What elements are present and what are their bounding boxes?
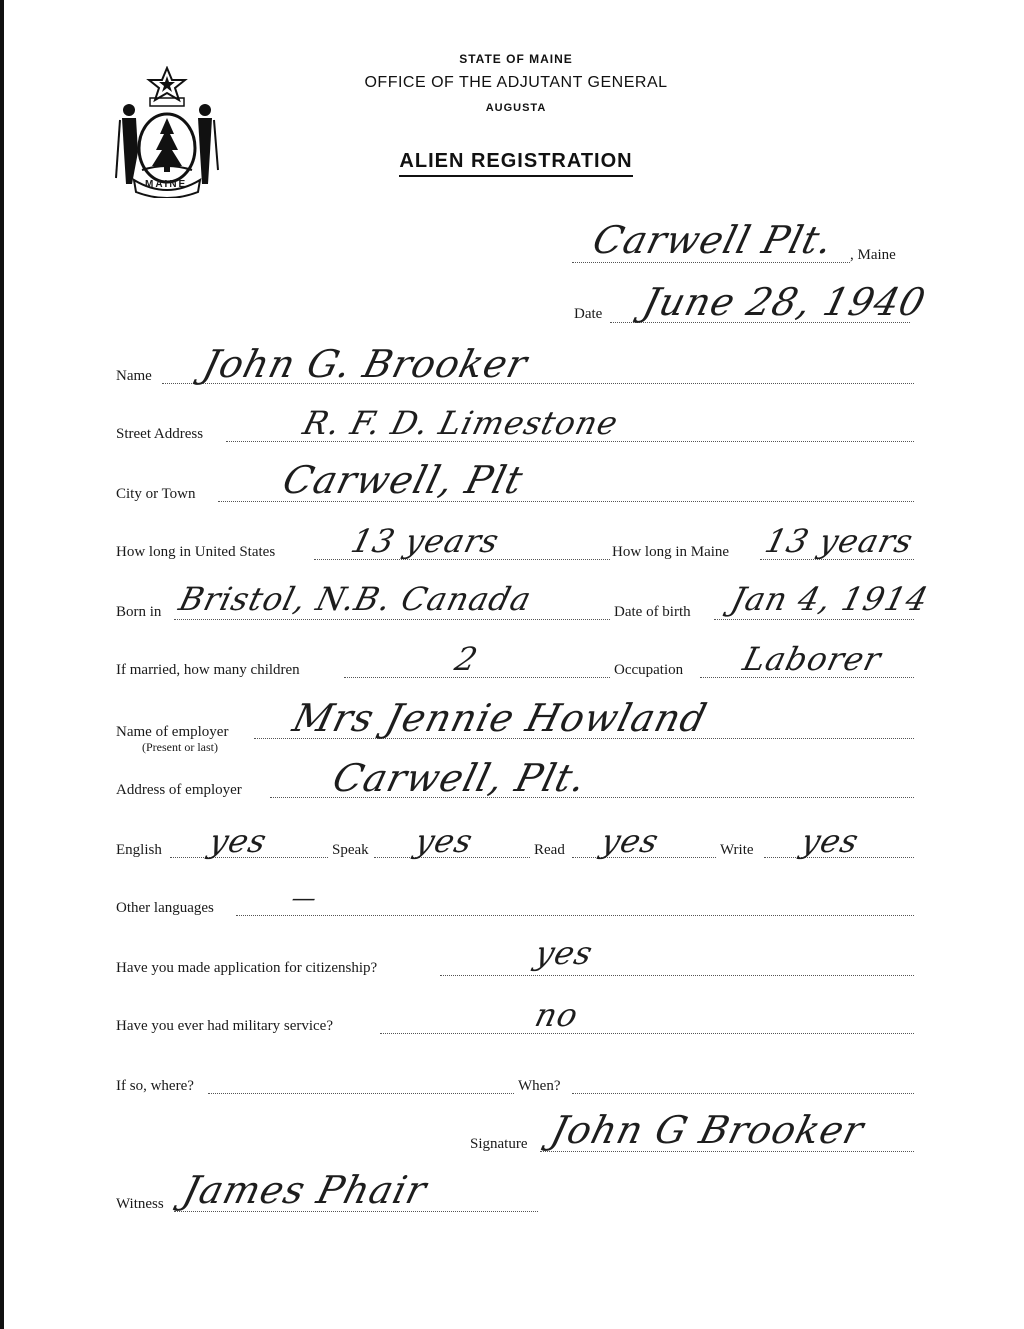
employer-address-label: Address of employer	[116, 782, 242, 798]
write-value[interactable]: yes	[797, 822, 864, 860]
maine-time-label: How long in Maine	[612, 544, 730, 560]
read-label: Read	[534, 842, 565, 858]
street-value[interactable]: R. F. D. Limestone	[299, 404, 623, 442]
when-line	[572, 1093, 914, 1094]
header-city: AUGUSTA	[485, 102, 547, 114]
employer-value[interactable]: Mrs Jennie Howland	[288, 696, 712, 740]
citizenship-value[interactable]: yes	[531, 934, 598, 972]
where-line	[208, 1093, 514, 1094]
city-label: City or Town	[116, 486, 196, 502]
seal-scroll-text: MAINE	[145, 179, 188, 190]
when-label: When?	[518, 1078, 561, 1094]
us-time-value[interactable]: 13 years	[347, 522, 504, 560]
us-time-label: How long in United States	[116, 544, 276, 560]
born-line	[174, 619, 610, 620]
where-label: If so, where?	[116, 1078, 194, 1094]
military-label: Have you ever had military service?	[116, 1018, 333, 1034]
children-value[interactable]: 2	[451, 640, 483, 678]
read-value[interactable]: yes	[597, 822, 664, 860]
other-languages-label: Other languages	[116, 900, 214, 916]
children-label: If married, how many children	[116, 662, 300, 678]
military-value[interactable]: no	[531, 996, 583, 1034]
place-suffix-label: , Maine	[850, 247, 896, 263]
name-label: Name	[116, 368, 152, 384]
place-value[interactable]: Carwell Plt.	[588, 218, 838, 262]
name-value[interactable]: John G. Brooker	[198, 342, 533, 386]
header-state: STATE OF MAINE	[459, 52, 573, 66]
citizenship-label: Have you made application for citizenship?	[116, 960, 378, 976]
form-title-text: ALIEN REGISTRATION	[399, 150, 632, 177]
signature-value[interactable]: John G Brooker	[546, 1108, 869, 1152]
english-value[interactable]: yes	[205, 822, 272, 860]
other-languages-value[interactable]: —	[288, 884, 321, 912]
born-value[interactable]: Bristol, N.B. Canada	[175, 580, 536, 618]
date-label: Date	[574, 306, 603, 322]
witness-label: Witness	[116, 1196, 164, 1212]
employer-address-value[interactable]: Carwell, Plt.	[328, 756, 591, 800]
dob-label: Date of birth	[614, 604, 691, 620]
dob-line	[714, 619, 914, 620]
occupation-label: Occupation	[614, 662, 684, 678]
date-value[interactable]: June 28, 1940	[638, 280, 931, 324]
signature-label: Signature	[470, 1136, 528, 1152]
place-line	[572, 262, 850, 263]
employer-sublabel: (Present or last)	[142, 740, 218, 754]
form-title	[4, 150, 1024, 173]
citizenship-line	[440, 975, 914, 976]
dob-value[interactable]: Jan 4, 1914	[727, 580, 933, 618]
military-line	[380, 1033, 914, 1034]
occupation-value[interactable]: Laborer	[739, 640, 886, 678]
employer-label: Name of employer	[116, 724, 229, 740]
born-label: Born in	[116, 604, 162, 620]
english-label: English	[116, 842, 162, 858]
witness-value[interactable]: James Phair	[178, 1168, 432, 1212]
street-label: Street Address	[116, 426, 204, 442]
city-value[interactable]: Carwell, Plt	[278, 458, 528, 502]
other-languages-line	[236, 915, 914, 916]
speak-value[interactable]: yes	[411, 822, 478, 860]
maine-time-value[interactable]: 13 years	[761, 522, 918, 560]
header-office: OFFICE OF THE ADJUTANT GENERAL	[364, 74, 668, 91]
write-label: Write	[720, 842, 754, 858]
children-line	[344, 677, 610, 678]
speak-label: Speak	[332, 842, 369, 858]
